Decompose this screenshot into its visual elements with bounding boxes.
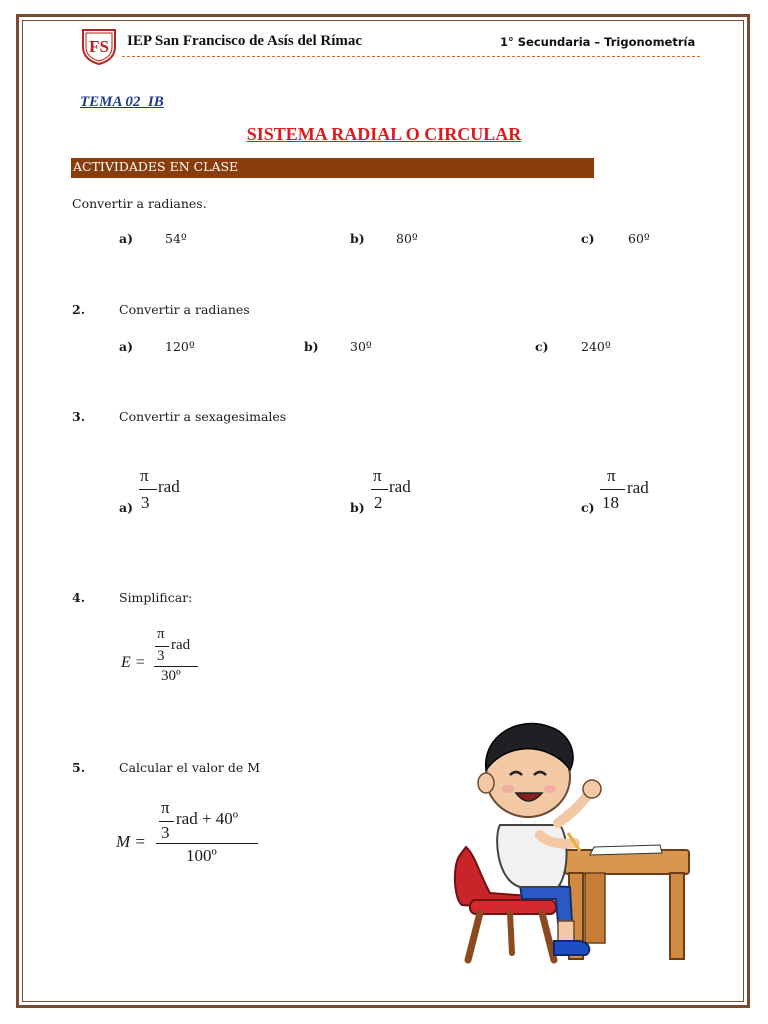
q3-c-num: π [607,466,616,485]
q3-a-fraction-bar [139,489,157,490]
q2-number: 2. [72,302,86,317]
q3-a-den: 3 [141,493,150,512]
q5-number: 5. [72,760,86,775]
kid-at-desk-illustration [430,715,715,975]
q3-b-label: b) [350,500,365,515]
school-name: IEP San Francisco de Asís del Rímac [127,33,363,49]
q3-number: 3. [72,409,86,424]
q3-c-unit: rad [627,478,649,497]
q5-lhs: M = [116,832,146,851]
q3-a-unit: rad [158,477,180,496]
course-name: 1° Secundaria – Trigonometría [500,35,696,49]
logo-initials: FS [89,37,109,56]
q2-c-label: c) [535,339,549,354]
q4-prompt: Simplificar: [119,590,193,605]
q2-c-value: 240º [581,339,611,354]
q4-den: 30º [161,668,181,684]
q3-b-unit: rad [389,477,411,496]
school-logo [80,27,118,65]
q4-number: 4. [72,590,86,605]
q3-c-label: c) [581,500,595,515]
section-bar [71,158,594,178]
q4-unit: rad [171,637,191,653]
q5-inner-den: 3 [161,823,170,842]
q1-b-label: b) [350,231,365,246]
q1-a-value: 54º [165,231,187,246]
q1-a-label: a) [119,231,134,246]
q1-prompt: Convertir a radianes. [72,196,207,211]
q3-prompt: Convertir a sexagesimales [119,409,287,424]
q5-inner-num: π [161,798,170,817]
q2-a-value: 120º [165,339,195,354]
tema-label: TEMA 02_IB [80,94,164,110]
q2-b-label: b) [304,339,319,354]
q5-inner-fraction-bar [159,821,174,822]
q2-prompt: Convertir a radianes [119,302,250,317]
q1-b-value: 80º [396,231,418,246]
q3-b-den: 2 [374,493,383,512]
q4-lhs: E = [121,654,146,671]
header-divider [122,56,700,57]
q1-c-value: 60º [628,231,650,246]
q2-a-label: a) [119,339,134,354]
q3-c-den: 18 [602,493,619,512]
q4-inner-num: π [157,626,165,642]
page-title: SISTEMA RADIAL O CIRCULAR [246,124,522,144]
q3-a-num: π [140,466,149,485]
q3-b-num: π [373,466,382,485]
q2-b-value: 30º [350,339,372,354]
q1-c-label: c) [581,231,595,246]
q3-a-label: a) [119,500,134,515]
q3-b-fraction-bar [371,489,388,490]
q4-inner-den: 3 [157,648,165,664]
q4-main-fraction-bar [154,666,198,667]
q4-inner-fraction-bar [155,646,169,647]
q5-num-rest: rad + 40º [176,809,239,828]
q3-c-fraction-bar [600,489,625,490]
q5-den: 100º [186,846,217,865]
q5-main-fraction-bar [156,843,258,844]
q5-prompt: Calcular el valor de M [119,760,260,775]
section-title: ACTIVIDADES EN CLASE [73,159,239,174]
